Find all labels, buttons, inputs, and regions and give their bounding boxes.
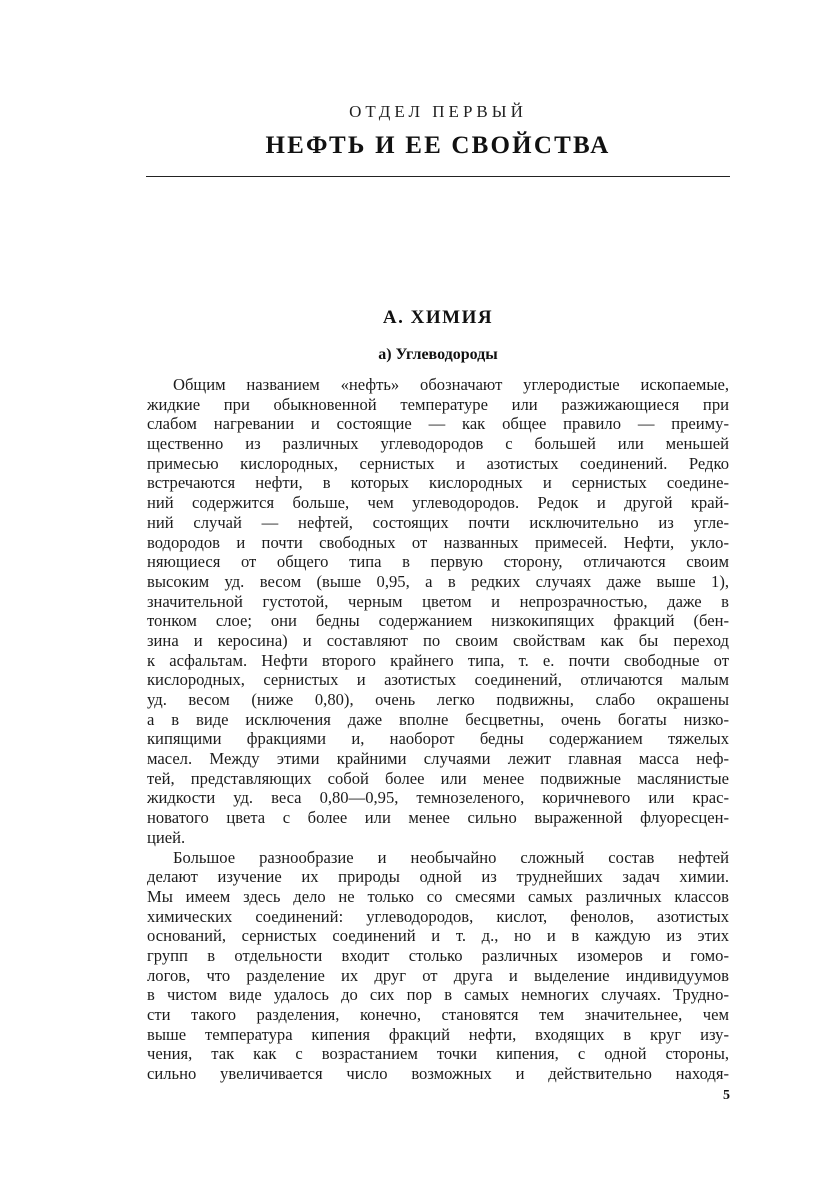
text-line: оснований, сернистых соединений и т. д., но и в каждую из этих [147,926,729,946]
text-line: зина и керосина) и составляют по своим свойствам как бы переход [147,630,729,650]
text-line: логов, что разделение их друг от друга и выделение индивидуумов [147,965,729,985]
text-line: жидкие при обыкновенной температуре или разжижающиеся при [147,394,729,414]
page-number: 5 [723,1088,730,1103]
text-line: в чистом виде удалось до сих пор в самых немногих случаях. Трудно- [147,985,729,1005]
text-line: делают изучение их природы одной из труднейших задач химии. [147,867,729,887]
text-line: цией. [147,827,186,847]
text-line: чения, так как с возрастанием точки кипения, с одной стороны, [147,1044,729,1064]
text-line: химических соединений: углеводородов, кислот, фенолов, азотистых [147,906,729,926]
text-line: Большое разнообразие и необычайно сложный состав нефтей [173,847,729,867]
section-label: ОТДЕЛ ПЕРВЫЙ [349,102,527,121]
text-line: выше температура кипения фракций нефти, входящих в круг изу- [147,1024,729,1044]
text-line: водородов и почти свободных от названных примесей. Нефти, укло- [147,532,729,552]
text-line: щественно из различных углеводородов с большей или меньшей [147,434,729,454]
section-title: НЕФТЬ И ЕЕ СВОЙСТВА [265,132,611,159]
text-line: ний содержится больше, чем углеводородов. Редок и другой край- [147,493,729,513]
body-text [147,375,729,1084]
text-line: няющиеся от общего типа в первую сторону, отличаются своим [147,552,729,572]
text-line: значительной густотой, черным цветом и непрозрачностью, даже в [147,591,729,611]
text-line: ний случай — нефтей, состоящих почти исключительно из угле- [147,512,729,532]
text-line: кислородных, сернистых и азотистых соединений, отличаются малым [147,670,729,690]
paragraph-1 [147,375,729,848]
text-line: групп в отдельности входит столько различных изомеров и гомо- [147,945,729,965]
text-line: сти такого разделения, конечно, становятся тем значительнее, чем [147,1005,729,1024]
text-line: уд. весом (ниже 0,80), очень легко подвижны, слабо окрашены [147,690,729,709]
text-line: примесью кислородных, сернистых и азотистых соединений. Редко [147,453,729,473]
text-line: тей, представляющих собой более или менее подвижные маслянистые [147,768,729,788]
paragraph-2 [147,848,729,1084]
text-line: масел. Между этими крайними случаями лежит главная масса неф- [147,749,729,769]
text-line: кипящими фракциями и, наоборот бедны содержанием тяжелых [147,729,729,749]
text-line: Общим названием «нефть» обозначают углеродистые ископаемые, [173,375,729,394]
text-line: сильно увеличивается число возможных и действительно находя- [147,1064,729,1084]
part-title: А. ХИМИЯ [382,307,494,328]
text-line: тонком слое; они бедны содержанием низкокипящих фракций (бен- [147,611,729,631]
text-line: жидкости уд. веса 0,80—0,95, темнозеленого, коричневого или крас- [147,788,729,808]
text-line: новатого цвета с более или менее сильно выраженной флуоресцен- [147,808,729,828]
text-line: высоким уд. весом (выше 0,95, а в редких случаях даже выше 1), [147,571,729,591]
title-divider [146,176,730,177]
subsection-title: а) Углеводороды [378,346,498,363]
text-line: слабом нагревании и состоящие — как общее правило — преиму- [147,414,729,434]
text-line: Мы имеем здесь дело не только со смесями самых различных классов [147,886,729,906]
text-line: встречаются нефти, в которых кислородных и сернистых соедине- [147,473,729,493]
text-line: к асфальтам. Нефти второго крайнего типа, т. е. почти свободные от [147,650,729,670]
text-line: а в виде исключения даже вполне бесцветны, очень богаты низко- [147,709,729,729]
